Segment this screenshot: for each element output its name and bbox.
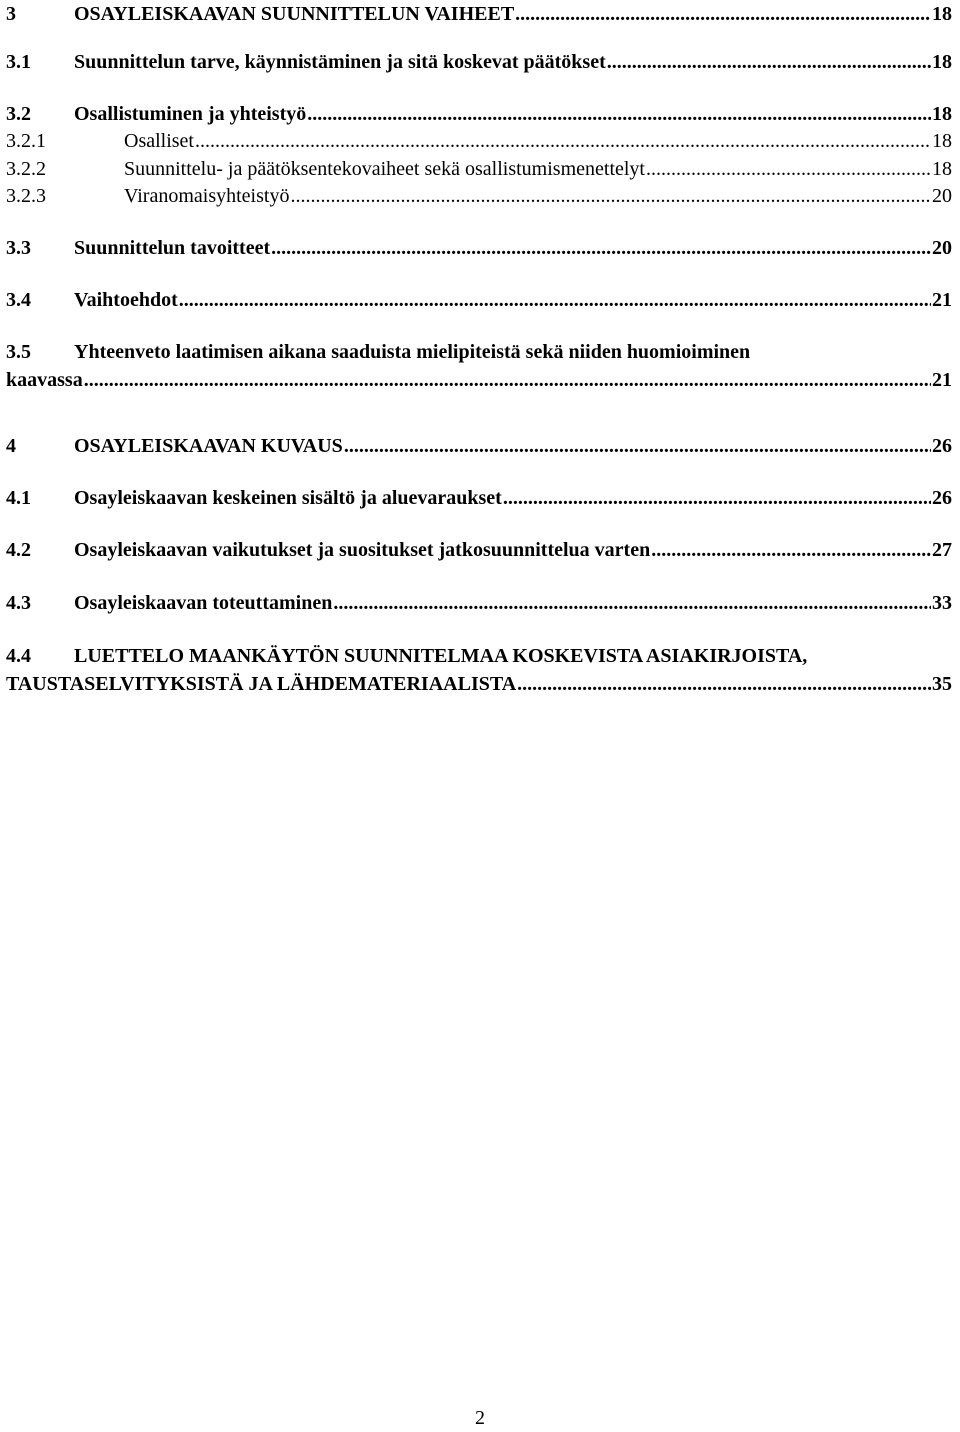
toc-entry-number: 3.5 — [6, 341, 31, 363]
toc-entry-3-2-1[interactable] — [6, 127, 952, 155]
toc-entry-number: 3 — [6, 3, 16, 25]
toc-dot-leader — [84, 366, 931, 394]
toc-entry-4-1[interactable] — [6, 484, 952, 512]
toc-entry-4-3[interactable] — [6, 589, 952, 617]
toc-dot-leader — [307, 100, 931, 128]
toc-entry-3-2-2[interactable] — [6, 155, 952, 183]
toc-entry-title-line2: TAUSTASELVITYKSISTÄ JA LÄHDEMATERIAALISTA — [6, 673, 517, 695]
toc-entry-4[interactable] — [6, 432, 952, 460]
toc-entry-3-2-3[interactable] — [6, 182, 952, 210]
toc-entry-page: 18 — [932, 3, 952, 25]
toc-entry-title: Suunnittelun tavoitteet — [74, 237, 271, 259]
toc-entry-title: Viranomaisyhteistyö — [124, 185, 290, 207]
toc-entry-page: 21 — [932, 369, 952, 391]
toc-entry-page: 18 — [932, 103, 952, 125]
toc-entry-number: 3.2 — [6, 103, 31, 125]
toc-entry-title: Osayleiskaavan keskeinen sisältö ja aluevaraukset — [74, 487, 502, 509]
toc-entry-title-line1: Yhteenveto laatimisen aikana saaduista mielipiteistä sekä niiden huomioiminen — [74, 341, 751, 363]
toc-entry-4-4[interactable] — [6, 642, 952, 698]
toc-entry-number: 3.2.2 — [6, 158, 46, 180]
toc-entry-number: 3.1 — [6, 51, 31, 73]
toc-entry-title: Osayleiskaavan vaikutukset ja suositukset jatkosuunnittelua varten — [74, 539, 651, 561]
toc-entry-page: 18 — [932, 130, 952, 152]
toc-entry-4-2[interactable] — [6, 536, 952, 564]
toc-entry-number: 4.2 — [6, 539, 31, 561]
toc-entry-3-3[interactable] — [6, 234, 952, 262]
toc-entry-3-2[interactable] — [6, 100, 952, 128]
toc-entry-number: 3.2.1 — [6, 130, 46, 152]
toc-entry-page: 33 — [932, 592, 952, 614]
toc-entry-title: OSAYLEISKAAVAN KUVAUS — [74, 435, 343, 457]
toc-entry-number: 4.3 — [6, 592, 31, 614]
toc-entry-3-4[interactable] — [6, 286, 952, 314]
toc-entry-title: Suunnittelun tarve, käynnistäminen ja sitä koskevat päätökset — [74, 51, 606, 73]
toc-entry-title-line2: kaavassa — [6, 369, 83, 391]
toc-dot-leader — [515, 0, 931, 28]
toc-dot-leader — [517, 670, 931, 698]
toc-entry-page: 18 — [932, 158, 952, 180]
toc-entry-3-1[interactable] — [6, 48, 952, 76]
toc-entry-page: 27 — [932, 539, 952, 561]
toc-dot-leader — [607, 48, 931, 76]
toc-entry-title: OSAYLEISKAAVAN SUUNNITTELUN VAIHEET — [74, 3, 515, 25]
toc-entry-title: Vaihtoehdot — [74, 289, 178, 311]
toc-entry-number: 3.3 — [6, 237, 31, 259]
toc-entry-number: 3.4 — [6, 289, 31, 311]
toc-entry-page: 35 — [932, 673, 952, 695]
toc-entry-number: 4.4 — [6, 645, 31, 667]
toc-entry-number: 4.1 — [6, 487, 31, 509]
toc-entry-number: 4 — [6, 435, 16, 457]
toc-entry-page: 20 — [932, 237, 952, 259]
toc-entry-page: 26 — [932, 435, 952, 457]
toc-dot-leader — [290, 182, 931, 210]
toc-entry-page: 26 — [932, 487, 952, 509]
toc-entry-page: 18 — [932, 51, 952, 73]
toc-dot-leader — [651, 536, 931, 564]
toc-dot-leader — [179, 286, 931, 314]
toc-entry-title: Suunnittelu- ja päätöksentekovaiheet sekä osallistumismenettelyt — [124, 158, 645, 180]
toc-dot-leader — [195, 127, 931, 155]
toc-entry-title: Osalliset — [124, 130, 194, 152]
toc-entry-title: Osallistuminen ja yhteistyö — [74, 103, 307, 125]
toc-dot-leader — [646, 155, 931, 183]
toc-entry-3-5[interactable] — [6, 338, 952, 394]
toc-entry-title: Osayleiskaavan toteuttaminen — [74, 592, 333, 614]
toc-dot-leader — [344, 432, 931, 460]
toc-dot-leader — [333, 589, 931, 617]
toc-entry-title-line1: LUETTELO MAANKÄYTÖN SUUNNITELMAA KOSKEVISTA ASIAKIRJOISTA, — [74, 645, 808, 667]
toc-entry-page: 21 — [932, 289, 952, 311]
toc-entry-page: 20 — [932, 185, 952, 207]
toc-entry-3[interactable] — [6, 0, 952, 28]
toc-entry-number: 3.2.3 — [6, 185, 46, 207]
page-number: 2 — [475, 1407, 485, 1429]
toc-dot-leader — [503, 484, 931, 512]
toc-dot-leader — [271, 234, 931, 262]
